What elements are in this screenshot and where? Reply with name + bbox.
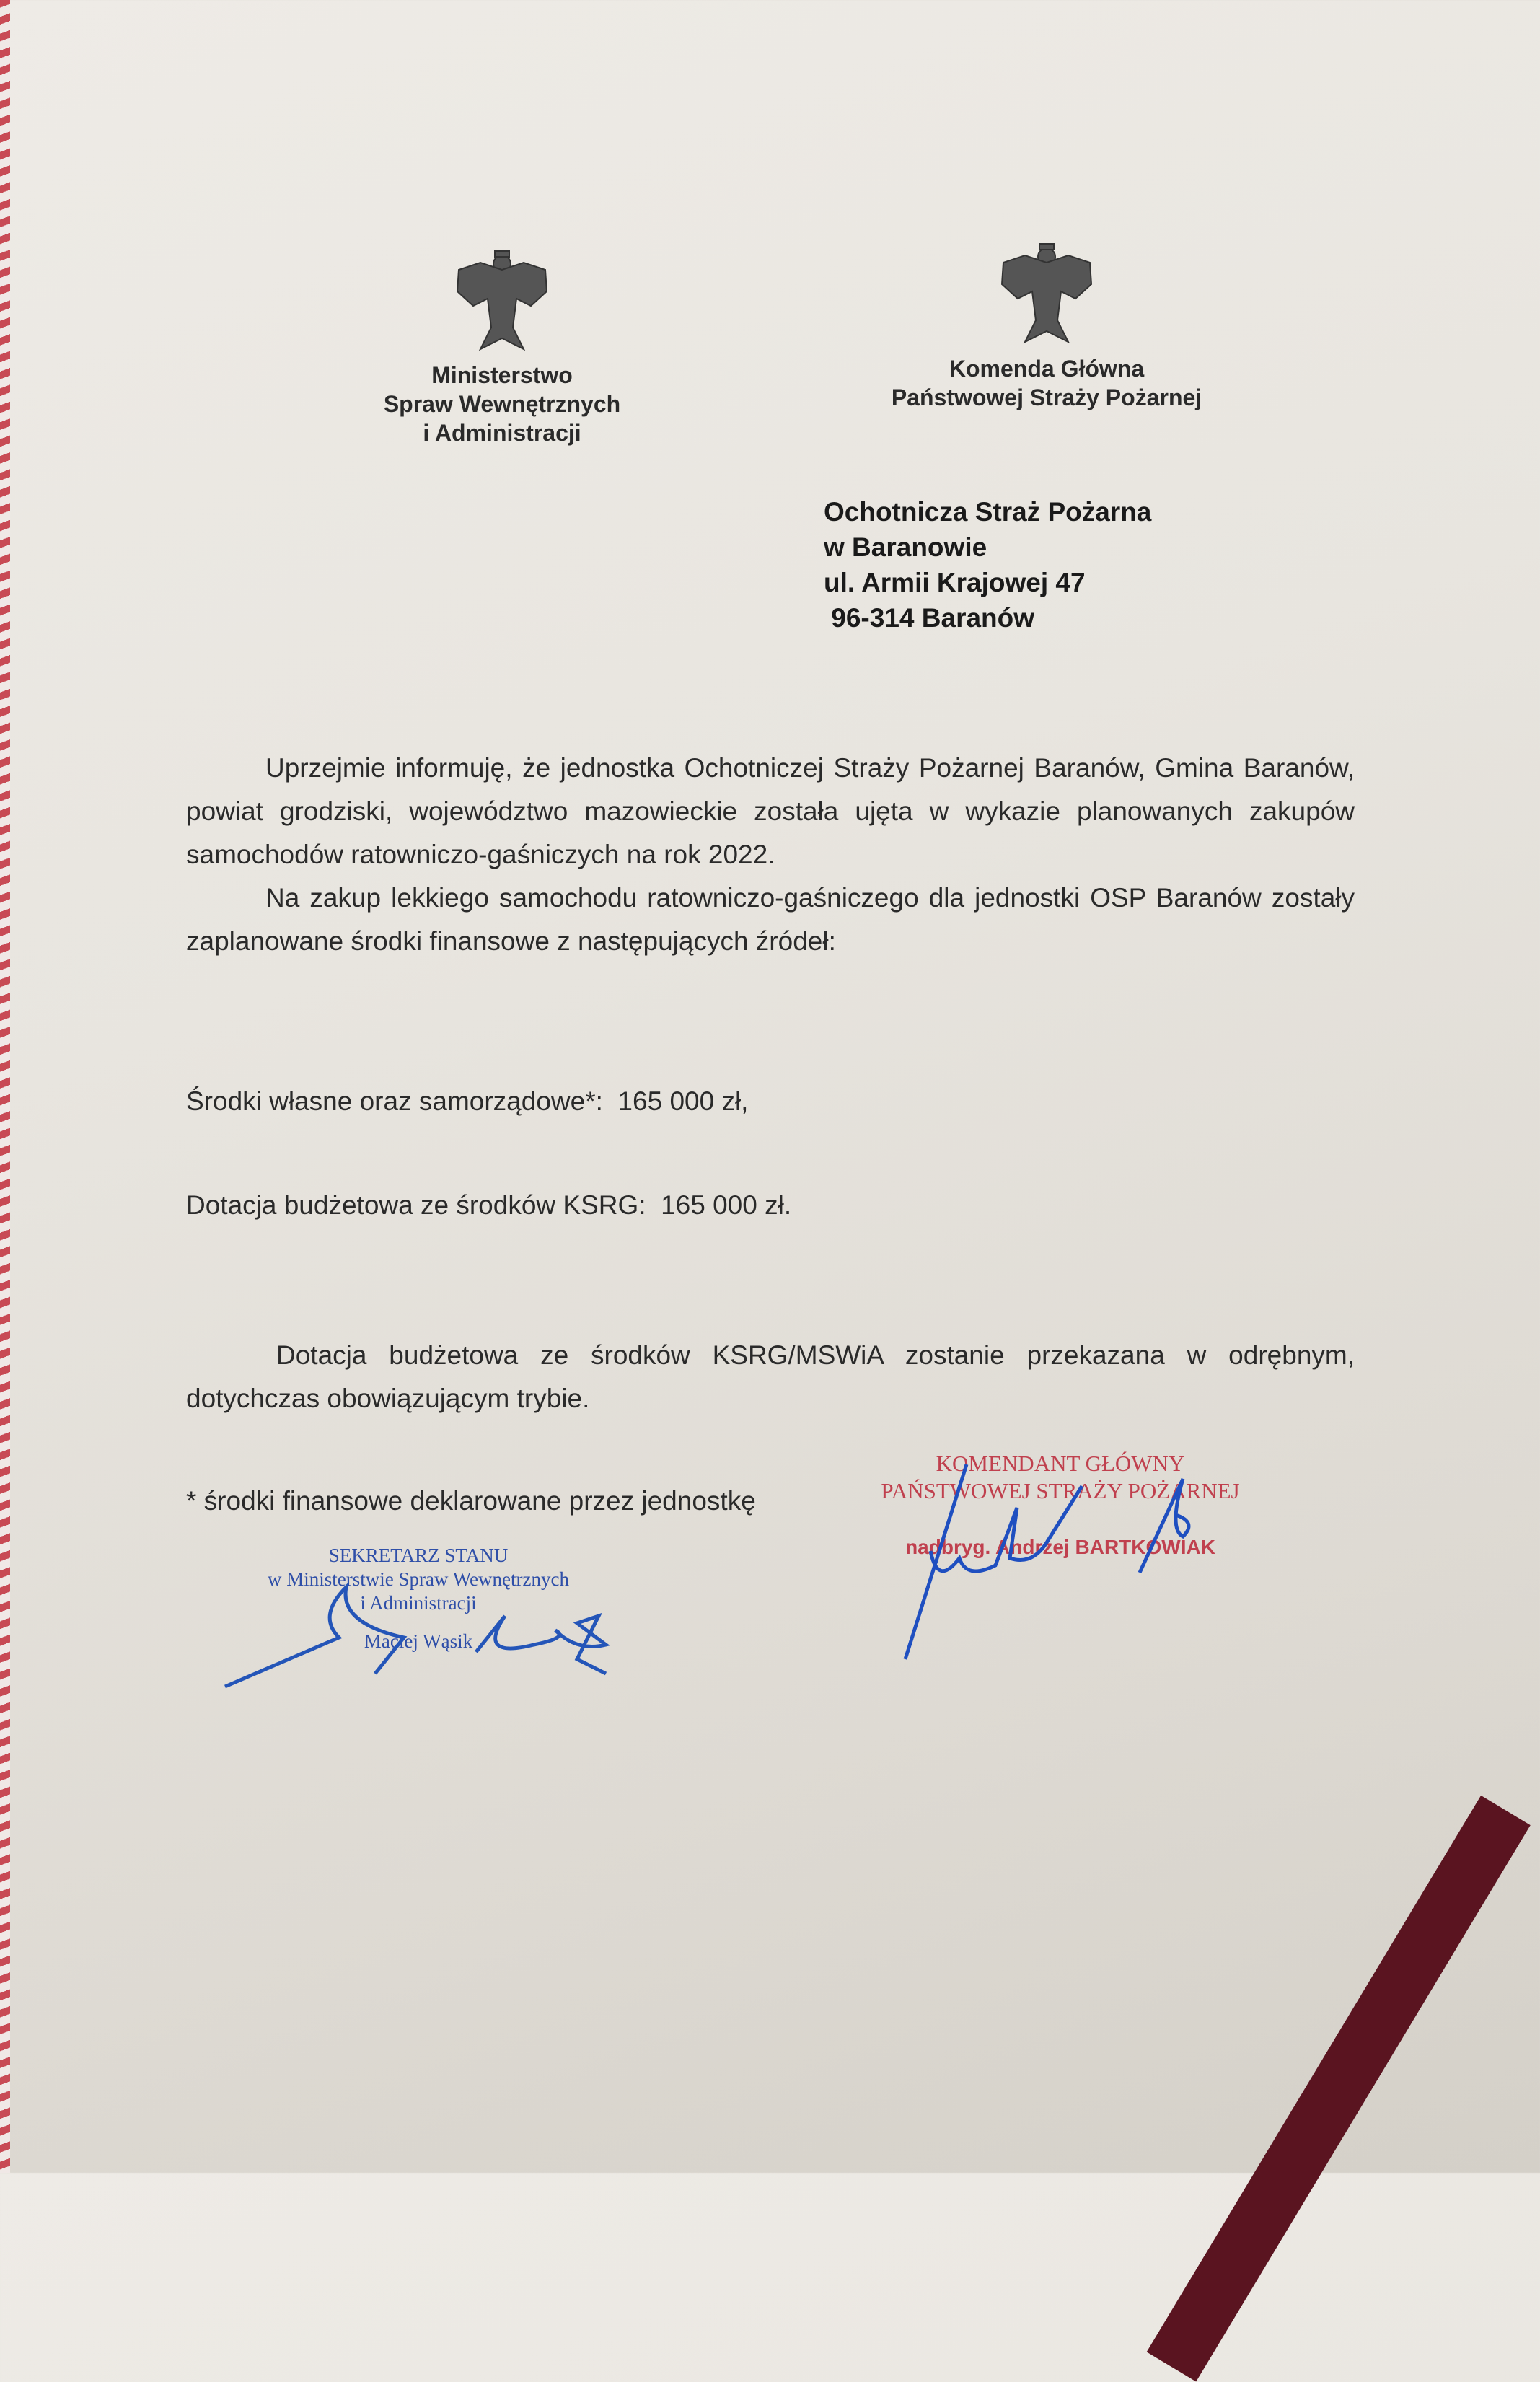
polish-eagle-icon <box>452 248 553 356</box>
header-line: Spraw Wewnętrznych <box>383 391 621 417</box>
paragraph-1: Uprzejmie informuję, że jednostka Ochotniczej Straży Pożarnej Baranów, Gmina Baranów, powiat grodziski, województwo mazowieckie została ujęta w wykazie planowanych zakupów samochodów ratowniczo-gaśniczych na rok 2022. <box>186 753 1355 869</box>
stamp-line: Maciej Wąsik <box>364 1630 473 1652</box>
recipient-address <box>824 494 1151 636</box>
stamp-line: PAŃSTWOWEJ STRAŻY POŻARNEJ <box>881 1478 1240 1503</box>
header-line: i Administracji <box>423 420 581 446</box>
ministry-header <box>322 361 682 447</box>
funds-line: Środki własne oraz samorządowe*: 165 000 zł, <box>186 1086 749 1116</box>
folder-edge <box>0 0 10 2173</box>
stamp-line: i Administracji <box>360 1592 477 1614</box>
stamp-line: w Ministerstwie Spraw Wewnętrznych <box>268 1568 569 1590</box>
paragraph-3: Dotacja budżetowa ze środków KSRG/MSWiA zostanie przekazana w odrębnym, dotychczas obowiązującym trybie. <box>186 1340 1355 1413</box>
header-line: Ministerstwo <box>431 362 573 388</box>
funds-line: Dotacja budżetowa ze środków KSRG: 165 000 zł. <box>186 1190 792 1220</box>
header-line: Państwowej Straży Pożarnej <box>891 384 1202 410</box>
footnote: * środki finansowe deklarowane przez jednostkę <box>186 1486 756 1516</box>
secretary-stamp <box>216 1544 620 1653</box>
stamp-line: KOMENDANT GŁÓWNY <box>936 1451 1185 1476</box>
paragraph-2: Na zakup lekkiego samochodu ratowniczo-gaśniczego dla jednostki OSP Baranów zostały zaplanowane środki finansowe z następujących źródeł: <box>186 883 1355 956</box>
fire-service-header <box>809 354 1285 412</box>
address-line: w Baranowie <box>824 532 987 562</box>
polish-eagle-icon <box>996 241 1097 349</box>
stamp-line: nadbryg. Andrzej BARTKOWIAK <box>905 1536 1215 1558</box>
folder-ribbon <box>1147 1796 1531 2382</box>
address-line: Ochotnicza Straż Pożarna <box>824 497 1152 527</box>
stamp-line: SEKRETARZ STANU <box>328 1544 509 1566</box>
header-line: Komenda Główna <box>949 356 1145 382</box>
address-line: 96-314 Baranów <box>824 603 1035 633</box>
funds-list <box>186 1015 1355 1292</box>
letter-body <box>186 747 1355 1523</box>
address-line: ul. Armii Krajowej 47 <box>824 568 1086 597</box>
commander-stamp <box>837 1450 1284 1561</box>
